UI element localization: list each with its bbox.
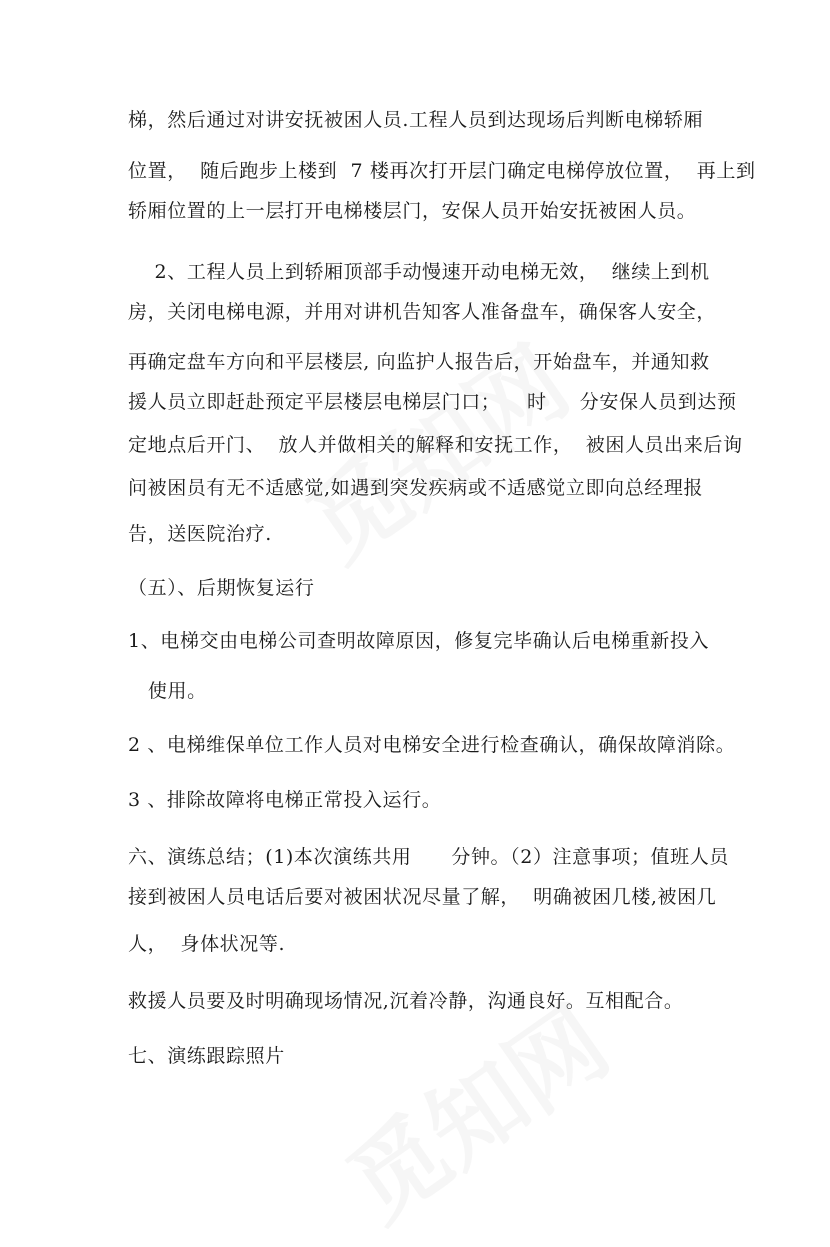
section-6-line-2: 接到被困人员电话后要对被困状况尽量了解， 明确被困几楼,被困几 — [128, 886, 717, 908]
paragraph-2-line-7: 告，送医院治疗. — [128, 523, 272, 545]
section-6-line-1: 六、演练总结；(1)本次演练共用 分钟。（2）注意事项；值班人员 — [128, 846, 729, 868]
section-6-line-3: 人， 身体状况等. — [128, 933, 286, 955]
section-5-heading: （五）、后期恢复运行 — [128, 577, 315, 599]
item-1-line-1: 1、电梯交由电梯公司查明故障原因，修复完毕确认后电梯重新投入 — [128, 630, 710, 652]
paragraph-2-line-1: 2、工程人员上到轿厢顶部手动慢速开动电梯无效， 继续上到机 — [128, 261, 710, 283]
paragraph-2-line-3: 再确定盘车方向和平层楼层, 向监护人报告后，开始盘车，并通知救 — [128, 351, 710, 373]
item-3: 3 、排除故障将电梯正常投入运行。 — [128, 789, 442, 811]
paragraph-2-line-5: 定地点后开门、 放人并做相关的解释和安抚工作， 被困人员出来后询 — [128, 434, 743, 456]
item-1-line-2: 使用。 — [128, 680, 207, 702]
paragraph-2-line-4: 援人员立即赶赴预定平层楼层电梯层门口； 时 分安保人员到达预 — [128, 391, 737, 413]
paragraph-2-line-2: 房，关闭电梯电源，并用对讲机告知客人准备盘车，确保客人安全， — [128, 301, 717, 323]
paragraph-1-line-3: 轿厢位置的上一层打开电梯楼层门，安保人员开始安抚被困人员。 — [128, 200, 697, 222]
paragraph-1-line-1: 梯，然后通过对讲安抚被困人员.工程人员到达现场后判断电梯轿厢 — [128, 109, 704, 131]
item-2: 2 、电梯维保单位工作人员对电梯安全进行检查确认，确保故障消除。 — [128, 734, 736, 756]
paragraph-2-line-6: 问被困员有无不适感觉,如遇到突发疾病或不适感觉立即向总经理报 — [128, 477, 704, 499]
section-7-heading: 七、演练跟踪照片 — [128, 1045, 285, 1067]
rescue-note: 救援人员要及时明确现场情况,沉着冷静，沟通良好。互相配合。 — [128, 990, 684, 1012]
paragraph-1-line-2: 位置， 随后跑步上楼到 7 楼再次打开层门确定电梯停放位置， 再上到 — [128, 160, 756, 182]
